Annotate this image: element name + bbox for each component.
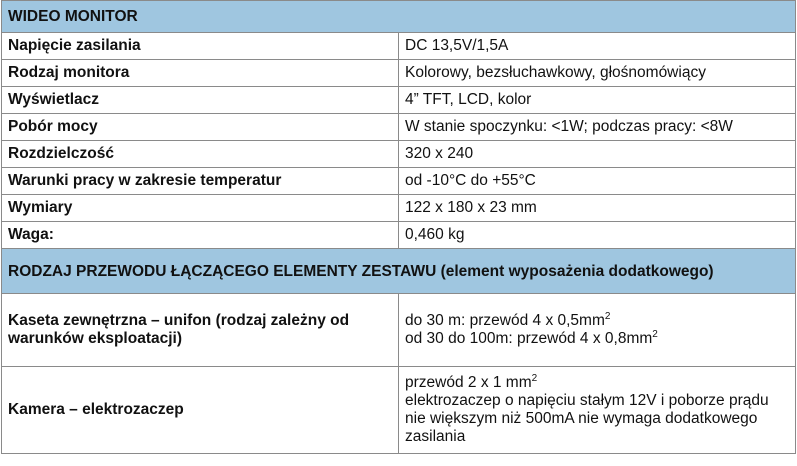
row-label: Pobór mocy xyxy=(2,114,399,141)
row-label: Kaseta zewnętrzna – unifon (rodzaj zależny od warunków eksploatacji) xyxy=(2,294,399,367)
table-row xyxy=(2,294,796,367)
section-title: RODZAJ PRZEWODU ŁĄCZĄCEGO ELEMENTY ZESTAWU (element wyposażenia dodatkowego) xyxy=(2,249,796,294)
table-row xyxy=(2,141,796,168)
row-value: 320 x 240 xyxy=(399,141,796,168)
row-label: Warunki pracy w zakresie temperatur xyxy=(2,168,399,195)
row-value xyxy=(399,367,796,454)
row-label: Rodzaj monitora xyxy=(2,60,399,87)
row-value xyxy=(399,294,796,367)
section-header-rodzaj-przewodu xyxy=(2,249,796,294)
value-line: do 30 m: przewód 4 x $0,5mm^2$ xyxy=(405,310,611,329)
table-row xyxy=(2,33,796,60)
section-title: WIDEO MONITOR xyxy=(2,1,796,33)
table-row xyxy=(2,222,796,249)
row-label: Kamera – elektrozaczep xyxy=(2,367,399,454)
table-row xyxy=(2,87,796,114)
section-header-wideo-monitor xyxy=(2,1,796,33)
row-label: Rozdzielczość xyxy=(2,141,399,168)
row-value: 122 x 180 x 23 mm xyxy=(399,195,796,222)
row-value: DC 13,5V/1,5A xyxy=(399,33,796,60)
row-value: 0,460 kg xyxy=(399,222,796,249)
row-value: 4” TFT, LCD, kolor xyxy=(399,87,796,114)
value-line: od 30 do 100m: przewód 4 x $0,8mm^2$ xyxy=(405,328,658,347)
row-label: Napięcie zasilania xyxy=(2,33,399,60)
row-label: Wyświetlacz xyxy=(2,87,399,114)
value-line: przewód 2 x 1 $mm^2$ xyxy=(405,372,538,391)
row-label: Wymiary xyxy=(2,195,399,222)
row-value: od -10°C do +55°C xyxy=(399,168,796,195)
table-row xyxy=(2,114,796,141)
table-row xyxy=(2,168,796,195)
value-line: elektrozaczep o napięciu stałym 12V i poborze prądu nie większym niż 500mA nie wymaga dodatkowego zasilania xyxy=(405,392,769,445)
table-row xyxy=(2,195,796,222)
table-row xyxy=(2,367,796,454)
spec-table xyxy=(1,0,796,454)
table-row xyxy=(2,60,796,87)
row-value: Kolorowy, bezsłuchawkowy, głośnomówiący xyxy=(399,60,796,87)
row-value: W stanie spoczynku: <1W; podczas pracy: <8W xyxy=(399,114,796,141)
row-label: Waga: xyxy=(2,222,399,249)
